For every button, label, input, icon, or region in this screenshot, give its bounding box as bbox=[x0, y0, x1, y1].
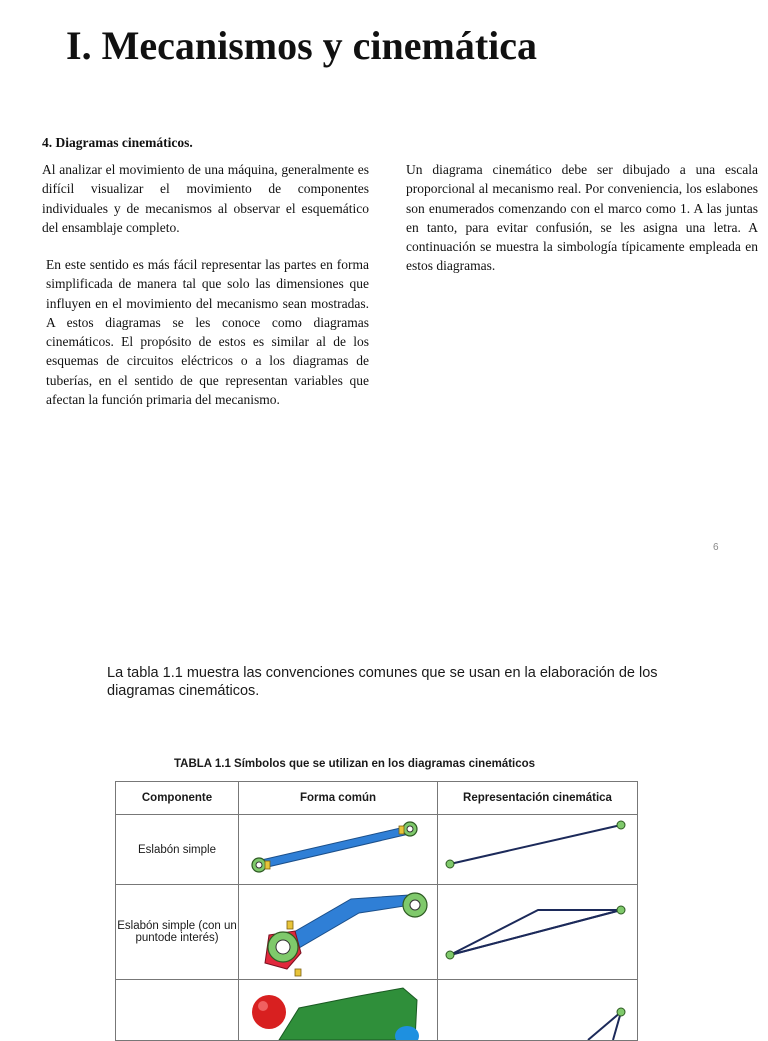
page-title: I. Mecanismos y cinemática bbox=[66, 23, 538, 68]
section-heading: 4. Diagramas cinemáticos. bbox=[42, 135, 193, 150]
link-with-point-symbol bbox=[438, 885, 637, 979]
header-kinematic-representation: Representación cinemática bbox=[438, 782, 638, 815]
table-row bbox=[116, 815, 638, 885]
ternary-link-symbol bbox=[438, 980, 637, 1040]
ternary-link-illustration bbox=[239, 980, 437, 1040]
component-cell: Eslabón simple bbox=[116, 815, 239, 885]
link-with-point-illustration bbox=[239, 885, 437, 979]
common-form-cell bbox=[239, 980, 438, 1041]
component-cell bbox=[116, 980, 239, 1041]
common-form-cell bbox=[239, 885, 438, 980]
header-common-form: Forma común bbox=[239, 782, 438, 815]
simple-link-illustration bbox=[239, 815, 437, 884]
common-form-cell bbox=[239, 815, 438, 885]
table-row bbox=[116, 885, 638, 980]
table-intro-text: La tabla 1.1 muestra las convenciones comunes que se usan en la elaboración de los diagramas cinemáticos. bbox=[107, 665, 658, 699]
paragraph-3: Un diagrama cinemático debe ser dibujado a una escala proporcional al mecanismo real. Por conveniencia, los eslabones son enumerados comenzando con el marco como 1. A las juntas en tanto, para evitar confusión, se les asigna una letra. A continuación se muestra la simbología típicamente empleada en estos diagramas. bbox=[406, 162, 758, 274]
simple-link-symbol bbox=[438, 815, 637, 884]
paragraph-1: Al analizar el movimiento de una máquina, generalmente es difícil visualizar el movimiento de componentes individuales y de mecanismos al observar el esquemático del ensamblaje completo. bbox=[42, 162, 369, 235]
kinematic-cell bbox=[438, 815, 638, 885]
page-number: 6 bbox=[713, 542, 719, 553]
component-cell: Eslabón simple (con un puntode interés) bbox=[116, 885, 239, 980]
paragraph-2: En este sentido es más fácil representar las partes en forma simplificada de manera tal que solo las dimensiones que influyen en el movimiento del mecanismo sean mostradas. A estos diagramas se les conoce como diagramas cinemáticos. El propósito de estos es similar al de los esquemas de circuitos eléctricos o a los diagramas de tuberías, en el sentido de que representan variables que afectan la función primaria del mecanismo. bbox=[46, 257, 369, 408]
table-header-row bbox=[116, 782, 638, 815]
kinematic-cell bbox=[438, 885, 638, 980]
symbols-table bbox=[115, 781, 638, 1041]
header-component: Componente bbox=[116, 782, 239, 815]
kinematic-cell bbox=[438, 980, 638, 1041]
table-caption: TABLA 1.1 Símbolos que se utilizan en los diagramas cinemáticos bbox=[174, 758, 536, 770]
table-row bbox=[116, 980, 638, 1041]
